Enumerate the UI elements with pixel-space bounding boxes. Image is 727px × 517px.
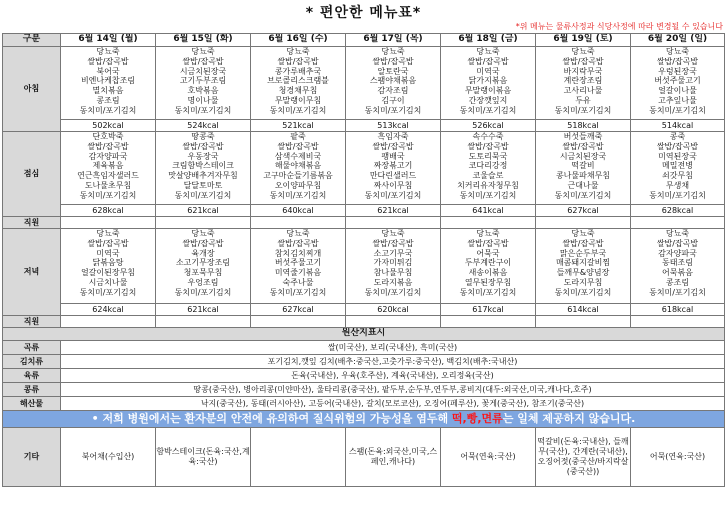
menu-item: 가자미튀김 (373, 258, 413, 268)
menu-item: 소고기무국 (373, 248, 413, 258)
menu-item: 쌀밥/잡곡밥 (656, 141, 699, 151)
day-header-1: 6월 15일 (화) (156, 34, 251, 47)
menu-item: 만다린샐러드 (369, 171, 417, 181)
meal-cell (251, 47, 346, 120)
staff-cell (631, 217, 725, 229)
menu-item: 동치미/포기김치 (364, 287, 422, 297)
menu-item: 팥죽 (290, 132, 306, 141)
day-header-0: 6월 14일 (월) (61, 34, 156, 47)
menu-item: 크림함박스테이크 (172, 161, 234, 171)
kcal-value: 624kcal (61, 304, 156, 316)
meal-cell (346, 47, 441, 120)
menu-item: 시금치된장국 (559, 151, 607, 161)
menu-item: 감자양파국 (88, 151, 128, 161)
meal-cell (346, 132, 441, 205)
meal-label-2: 저녁 (3, 229, 61, 316)
menu-item: 콩가루배추국 (274, 66, 322, 76)
kcal-value: 617kcal (441, 304, 536, 316)
menu-item: 당뇨죽 (476, 229, 500, 238)
menu-item: 간장깻잎지 (468, 95, 508, 105)
menu-item: 소고기무장조림 (175, 258, 231, 268)
staff-cell (346, 316, 441, 328)
kcal-value: 502kcal (61, 120, 156, 132)
menu-item: 미역국 (476, 66, 500, 76)
menu-item: 당뇨죽 (191, 47, 215, 56)
menu-item: 청포묵무침 (183, 268, 223, 278)
menu-item: 고구마순들기름볶음 (263, 171, 333, 181)
menu-item: 제육볶음 (92, 161, 124, 171)
menu-item: 알토란국 (377, 66, 409, 76)
meal-label-0: 아침 (3, 47, 61, 132)
menu-item: 두부계란구이 (464, 258, 512, 268)
kcal-value: 614kcal (536, 304, 631, 316)
meal-cell (251, 132, 346, 205)
menu-item: 코울슬로 (472, 171, 504, 181)
menu-item: 시금치나물 (88, 277, 128, 287)
etc-cell: 어묵(연육:국산) (441, 428, 536, 487)
menu-item: 메밀전병 (662, 161, 693, 171)
kcal-value: 641kcal (441, 205, 536, 217)
menu-item: 동치미/포기김치 (269, 287, 327, 297)
menu-item: 미역된장국 (658, 151, 697, 161)
origin-label: 김치류 (3, 355, 61, 369)
origin-label: 육류 (3, 369, 61, 383)
menu-item: 동치미/포기김치 (174, 190, 232, 200)
kcal-value: 618kcal (631, 304, 725, 316)
menu-item: 당뇨죽 (476, 47, 500, 56)
menu-item: 콩나물파채무침 (555, 171, 611, 181)
kcal-value: 518kcal (536, 120, 631, 132)
staff-cell (156, 217, 251, 229)
staff-label: 직원 (3, 217, 61, 229)
menu-item: 닭가지볶음 (468, 76, 508, 86)
day-header-6: 6월 20일 (일) (631, 34, 725, 47)
meal-cell (251, 229, 346, 304)
menu-item: 동치미/포기김치 (79, 105, 137, 115)
origin-text: 돈육(국내산), 우육(호주산), 계육(국내산), 오리정육(국산) (61, 369, 725, 383)
menu-item: 오이양파무침 (274, 180, 322, 190)
menu-item: 동치미/포기김치 (554, 190, 612, 200)
menu-item: 감자조림 (377, 86, 409, 96)
menu-item: 감자양파국 (658, 248, 697, 258)
menu-item: 고기두부조림 (179, 76, 227, 86)
menu-item: 흑임자죽 (377, 132, 409, 141)
menu-item: 짜사이무침 (373, 180, 413, 190)
menu-item: 버섯주물고기 (274, 258, 322, 268)
menu-item: 쌀밥/잡곡밥 (372, 141, 414, 151)
menu-item: 미역국 (96, 248, 120, 258)
kcal-value: 628kcal (61, 205, 156, 217)
safety-warning (3, 411, 725, 428)
menu-item: 동치미/포기김치 (459, 105, 517, 115)
kcal-value: 524kcal (156, 120, 251, 132)
menu-table (2, 33, 725, 487)
origin-label: 곡류 (3, 341, 61, 355)
meal-cell (346, 229, 441, 304)
menu-item: 동치미/포기김치 (79, 190, 137, 200)
menu-item: 동치미/포기김치 (459, 287, 517, 297)
menu-item: 고사리나물 (563, 86, 603, 96)
menu-item: 열무된장무침 (464, 277, 512, 287)
staff-cell (61, 217, 156, 229)
header-label: 구분 (3, 34, 61, 47)
staff-cell (536, 217, 631, 229)
menu-item: 떡갈비 (571, 161, 595, 171)
menu-item: 청경채무침 (278, 86, 318, 96)
menu-item: 멸치볶음 (92, 86, 124, 96)
menu-item: 무생채 (665, 180, 690, 190)
menu-item: 도토리묵국 (468, 151, 508, 161)
meal-cell (631, 229, 725, 304)
staff-cell (441, 217, 536, 229)
menu-item: 쌀밥/잡곡밥 (467, 238, 509, 248)
menu-item: 쌀밥/잡곡밥 (467, 141, 509, 151)
menu-item: 무말랭이볶음 (464, 86, 512, 96)
kcal-value: 621kcal (346, 205, 441, 217)
kcal-value: 621kcal (156, 304, 251, 316)
menu-item: 코다리강정 (468, 161, 508, 171)
menu-item: 참나물무침 (373, 268, 413, 278)
meal-cell (61, 47, 156, 120)
origin-text: 땅콩(중국산), 병아리콩(미얀마산), 울타리콩(중국산), 팥두부,순두부,연두부,콩비지(대두:외국산,미국,캐나다,호주) (61, 383, 725, 397)
kcal-value: 627kcal (536, 205, 631, 217)
etc-cell: 북어채(수입산) (61, 428, 156, 487)
change-notice: *위 메뉴는 물류사정과 식당사정에 따라 변경될 수 있습니다 (515, 22, 723, 31)
menu-item: 달달토마토 (183, 180, 223, 190)
menu-item: 콩죽 (669, 132, 686, 141)
menu-item: 동치미/포기김치 (554, 287, 612, 297)
etc-cell (251, 428, 346, 487)
meal-cell (156, 229, 251, 304)
meal-cell (441, 132, 536, 205)
menu-item: 호박볶음 (187, 86, 219, 96)
menu-item: 동치미/포기김치 (364, 190, 422, 200)
menu-item: 쌀밥/잡곡밥 (467, 56, 509, 66)
menu-item: 동치미/포기김치 (174, 105, 232, 115)
menu-item: 동치미/포기김치 (649, 287, 706, 297)
menu-item: 동치미/포기김치 (269, 190, 327, 200)
menu-item: 닭볶음탕 (92, 258, 124, 268)
staff-cell (536, 316, 631, 328)
meal-cell (61, 229, 156, 304)
menu-item: 동태조림 (662, 258, 693, 268)
menu-item: 얼갈이나물 (658, 86, 697, 96)
menu-item: 치커리유자청무침 (457, 180, 519, 190)
menu-item: 비엔나케찹조림 (80, 76, 136, 86)
menu-item: 브로콜리스크램블 (267, 76, 329, 86)
meal-cell (156, 132, 251, 205)
meal-cell (536, 229, 631, 304)
menu-item: 어묵국 (476, 248, 500, 258)
menu-item: 쌀밥/잡곡밥 (656, 238, 699, 248)
warning-prefix: • 저희 병원에서는 환자분의 안전에 유의하여 질식위험의 가능성을 염두해 (91, 412, 452, 425)
menu-item: 김구이 (381, 95, 405, 105)
day-header-4: 6월 18일 (금) (441, 34, 536, 47)
menu-item: 속수수죽 (472, 132, 504, 141)
staff-cell (251, 316, 346, 328)
kcal-value: 627kcal (251, 304, 346, 316)
etc-cell: 어묵(연육:국산) (631, 428, 725, 487)
menu-item: 당뇨죽 (571, 47, 595, 56)
menu-item: 쌀밥/잡곡밥 (562, 238, 604, 248)
menu-item: 동치미/포기김치 (269, 105, 327, 115)
kcal-value: 640kcal (251, 205, 346, 217)
menu-item: 참치김치찌개 (274, 248, 322, 258)
menu-item: 동치미/포기김치 (174, 287, 232, 297)
menu-item: 당뇨죽 (286, 47, 310, 56)
kcal-value: 514kcal (631, 120, 725, 132)
menu-item: 고추잎나물 (658, 95, 697, 105)
meal-cell (536, 47, 631, 120)
kcal-value: 628kcal (631, 205, 725, 217)
menu-item: 명이나물 (187, 95, 219, 105)
menu-item: 쌀밥/잡곡밥 (372, 56, 414, 66)
menu-item: 당뇨죽 (381, 229, 405, 238)
etc-cell: 함박스테이크(돈육:국산,계육:국산) (156, 428, 251, 487)
menu-item: 북어국 (96, 66, 120, 76)
staff-cell (156, 316, 251, 328)
menu-item: 숙주나물 (282, 277, 314, 287)
menu-item: 쌀밥/잡곡밥 (182, 141, 224, 151)
menu-item: 콩조림 (665, 277, 690, 287)
staff-cell (441, 316, 536, 328)
menu-item: 당뇨죽 (96, 47, 120, 56)
menu-item: 동치미/포기김치 (364, 105, 422, 115)
meal-cell (441, 47, 536, 120)
menu-item: 땅콩죽 (191, 132, 215, 141)
menu-item: 쌀밥/잡곡밥 (87, 56, 129, 66)
origin-label: 해산물 (3, 397, 61, 411)
etc-label: 기타 (3, 428, 61, 487)
meal-cell (631, 132, 725, 205)
staff-cell (61, 316, 156, 328)
menu-item: 콩조림 (96, 95, 120, 105)
menu-item: 당뇨죽 (665, 229, 690, 238)
menu-item: 당뇨죽 (665, 47, 690, 56)
menu-item: 쌀밥/잡곡밥 (277, 238, 319, 248)
menu-item: 쌀밥/잡곡밥 (277, 56, 319, 66)
menu-item: 쌀밥/잡곡밥 (182, 238, 224, 248)
menu-item: 무말랭이무침 (274, 95, 322, 105)
menu-item: 해물야채볶음 (274, 161, 322, 171)
menu-item: 맑은순두부국 (559, 248, 607, 258)
menu-item: 쌀밥/잡곡밥 (87, 141, 129, 151)
kcal-value: 620kcal (346, 304, 441, 316)
staff-label: 직원 (3, 316, 61, 328)
origin-heading: 원산지표시 (3, 328, 725, 341)
menu-item: 매콤돼지갈비찜 (555, 258, 611, 268)
staff-cell (251, 217, 346, 229)
menu-item: 동치미/포기김치 (554, 105, 612, 115)
menu-item: 쌀밥/잡곡밥 (372, 238, 414, 248)
menu-item: 얼갈이된장무침 (80, 268, 136, 278)
menu-item: 우엉조림 (187, 277, 219, 287)
etc-cell: 스팸(돈육:외국산,미국,스페인,캐나다) (346, 428, 441, 487)
menu-item: 짜장볶고기 (373, 161, 413, 171)
menu-item: 동치미/포기김치 (79, 287, 137, 297)
menu-item: 계란장조림 (563, 76, 603, 86)
menu-item: 팽배국 (381, 151, 405, 161)
menu-item: 우동장국 (187, 151, 219, 161)
menu-item: 육개장 (191, 248, 215, 258)
meal-cell (631, 47, 725, 120)
origin-text: 쌀(미국산), 보리(국내산), 흑미(국산) (61, 341, 725, 355)
staff-cell (346, 217, 441, 229)
menu-item: 당뇨죽 (286, 229, 310, 238)
menu-item: 쌀밥/잡곡밥 (656, 56, 699, 66)
menu-item: 연근흑임자샐러드 (77, 171, 139, 181)
staff-cell (631, 316, 725, 328)
day-header-3: 6월 17일 (목) (346, 34, 441, 47)
menu-item: 쌀밥/잡곡밥 (562, 141, 604, 151)
menu-item: 도라지볶음 (373, 277, 413, 287)
menu-item: 새송이볶음 (468, 268, 508, 278)
meal-cell (441, 229, 536, 304)
menu-item: 미역줄기볶음 (274, 268, 322, 278)
menu-item: 당뇨죽 (571, 229, 595, 238)
menu-item: 쇠갓무침 (662, 171, 693, 181)
kcal-value: 526kcal (441, 120, 536, 132)
menu-item: 버섯주물고기 (654, 76, 701, 86)
menu-item: 당뇨죽 (381, 47, 405, 56)
day-header-2: 6월 16일 (수) (251, 34, 346, 47)
menu-item: 단호박죽 (92, 132, 124, 141)
day-header-5: 6월 19일 (토) (536, 34, 631, 47)
meal-label-1: 점심 (3, 132, 61, 217)
page-title: * 편안한 메뉴표* (305, 5, 422, 21)
warning-strong: 떡,빵,면류 (451, 412, 503, 425)
menu-item: 동치미/포기김치 (649, 105, 706, 115)
menu-item: 동치미/포기김치 (649, 190, 706, 200)
meal-cell (156, 47, 251, 120)
menu-item: 버섯들깨죽 (563, 132, 603, 141)
kcal-value: 521kcal (251, 120, 346, 132)
menu-item: 스팸야채볶음 (369, 76, 417, 86)
menu-item: 들깨무&양념장 (556, 268, 610, 278)
menu-item: 쌀밥/잡곡밥 (277, 141, 319, 151)
kcal-value: 621kcal (156, 205, 251, 217)
menu-item: 근대나물 (567, 180, 599, 190)
menu-item: 당뇨죽 (96, 229, 120, 238)
menu-item: 쌀밥/잡곡밥 (562, 56, 604, 66)
etc-cell: 떡갈비(돈육:국내산), 들깨무(국산), 간계란(국내산), 오징어젓(중국산/바지락살(중국산)) (536, 428, 631, 487)
menu-item: 동치미/포기김치 (459, 190, 517, 200)
menu-item: 우렁된장국 (658, 66, 697, 76)
menu-item: 쌀밥/잡곡밥 (182, 56, 224, 66)
origin-text: 낙지(중국산), 동태(러시아산), 고등어(국내산), 갈치(모로코산), 오징어(페루산), 꽃게(중국산), 참조기(중국산) (61, 397, 725, 411)
meal-cell (61, 132, 156, 205)
menu-item: 어묵볶음 (662, 268, 693, 278)
menu-item: 도라지무침 (563, 277, 603, 287)
warning-suffix: 는 일체 제공하지 않습니다. (502, 412, 636, 425)
kcal-value: 513kcal (346, 120, 441, 132)
origin-label: 콩류 (3, 383, 61, 397)
menu-item: 당뇨죽 (191, 229, 215, 238)
menu-item: 삼색수제비국 (274, 151, 322, 161)
menu-item: 바지락무국 (563, 66, 603, 76)
menu-item: 도나물초무침 (84, 180, 132, 190)
origin-text: 포기김치,깻잎 김치(배추:중국산,고춧가루:중국산), 백김치(배추:국내산) (61, 355, 725, 369)
menu-item: 쌀밥/잡곡밥 (87, 238, 129, 248)
menu-item: 시금치된장국 (179, 66, 227, 76)
menu-item: 두유 (575, 95, 591, 105)
menu-item: 맛살양배추겨자무침 (168, 171, 238, 181)
meal-cell (536, 132, 631, 205)
